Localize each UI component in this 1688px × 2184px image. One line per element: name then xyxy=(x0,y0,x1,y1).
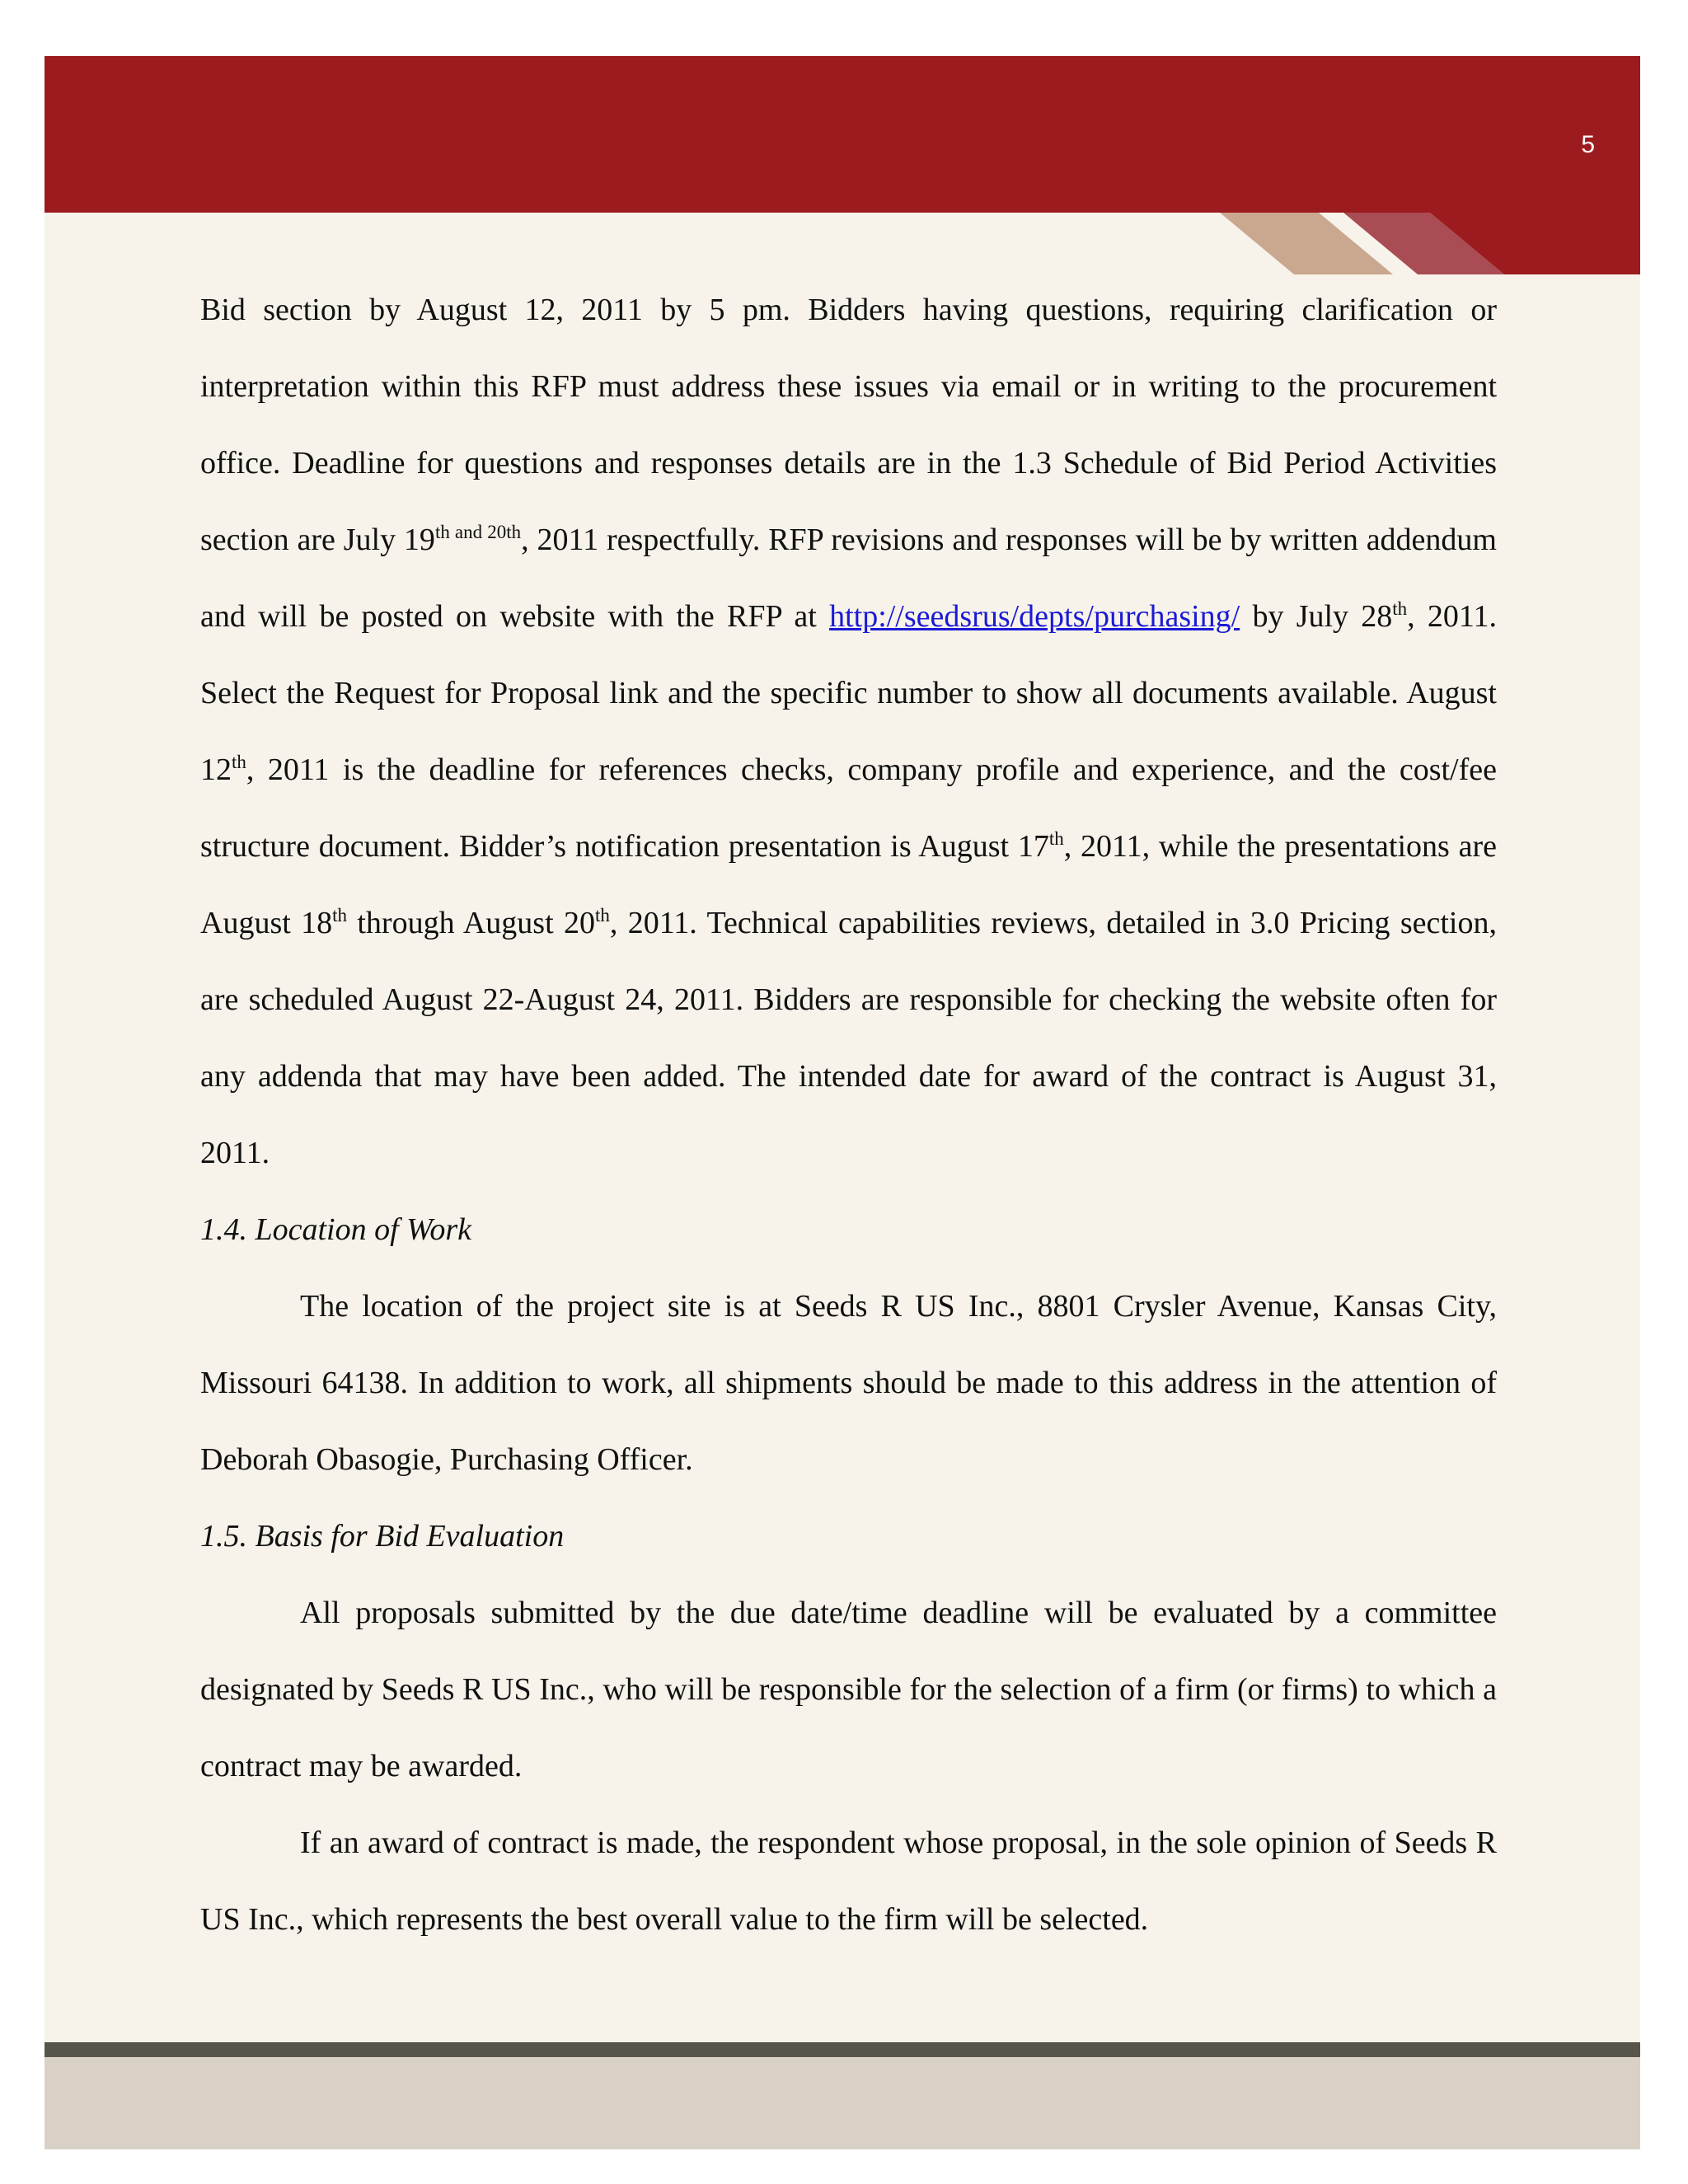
page-number: 5 xyxy=(1581,131,1595,158)
text-run: , 2011 is the deadline for references checks, company profile and experience, and the cost/fee structure document. Bidder’s notification presentation is August 17 xyxy=(200,752,1497,864)
superscript: th xyxy=(1392,598,1408,619)
superscript: th xyxy=(594,905,610,926)
section-heading-basis-for-bid-evaluation: 1.5. Basis for Bid Evaluation xyxy=(200,1519,565,1554)
paragraph-location-of-work: The location of the project site is at Seeds R US Inc., 8801 Crysler Avenue, Kansas City, Missouri 64138. In addition to work, all shipments should be made to this address in the attention of Deborah Obasogie, Purchasing Officer. xyxy=(200,1289,1497,1477)
superscript: th xyxy=(232,752,246,772)
purchasing-website-link[interactable]: http://seedsrus/depts/purchasing/ xyxy=(829,599,1240,634)
header-accent-decoration xyxy=(1220,213,1640,274)
text-run: , 2011. Technical capabilities reviews, detailed in 3.0 Pricing section, are scheduled August 22-August 24, 2011. Bidders are responsible for checking the website often for any addenda that may have been added. The intended date for award of the contract is August 31, 2011. xyxy=(200,906,1497,1170)
text-run: through August 20 xyxy=(347,906,595,940)
paragraph-award-selection: If an award of contract is made, the respondent whose proposal, in the sole opinion of Seeds R US Inc., which represents the best overall value to the firm will be selected. xyxy=(200,1825,1497,1937)
paragraph-evaluation-committee: All proposals submitted by the due date/time deadline will be evaluated by a committee designated by Seeds R US Inc., who will be responsible for the selection of a firm (or firms) to which a contract may be awarded. xyxy=(200,1596,1497,1783)
document-body xyxy=(200,272,1497,1958)
superscript: th and 20th xyxy=(434,522,522,542)
text-run: , 2011 respectfully. RFP revisions and responses will be by written addendum and will be posted on website with the RFP at xyxy=(200,523,1497,634)
footer-band xyxy=(45,2057,1640,2149)
text-run: , 2011. Select the Request for Proposal link and the specific number to show all documents available. August 12 xyxy=(200,599,1497,787)
text-run: Bid section by August 12, 2011 by 5 pm. Bidders having questions, requiring clarification or interpretation within this RFP must address these issues via email or in writing to the procurement office. Deadline for questions and responses details are in the 1.3 Schedule of Bid Period Activities section are July 19 xyxy=(200,293,1497,557)
footer-divider-line xyxy=(45,2042,1640,2057)
paragraph-bid-schedule xyxy=(200,272,1497,1192)
superscript: th xyxy=(332,905,348,926)
header-band xyxy=(45,56,1640,213)
section-heading-location-of-work: 1.4. Location of Work xyxy=(200,1212,471,1247)
superscript: th xyxy=(1048,828,1064,849)
text-run: , 2011, while the presentations are August 18 xyxy=(200,829,1497,940)
text-run: by July 28 xyxy=(1240,599,1393,634)
